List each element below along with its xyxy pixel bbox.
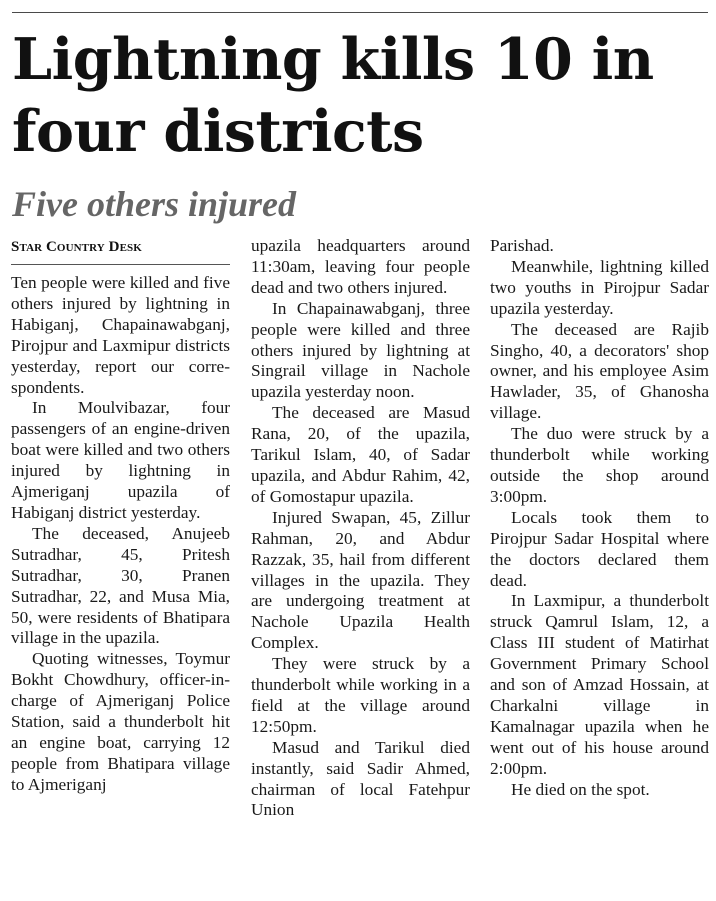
- paragraph: The deceased are Masud Rana, 20, of the upazila, Tarikul Islam, 40, of Sadar upazila, and Abdur Rahim, 42, of Gomostapur upazila.: [251, 403, 470, 506]
- paragraph: They were struck by a thunderbolt while working in a field at the village around 12:50pm.: [251, 654, 470, 736]
- paragraph: Injured Swapan, 45, Zillur Rahman, 20, and Abdur Razzak, 35, hail from different villages in the upazila. They are undergoing treatment at Nachole Upazila Health Complex.: [251, 507, 470, 653]
- paragraph: Masud and Tarikul died instantly, said Sadir Ahmed, chairman of local Fatehpur Union: [251, 737, 470, 820]
- byline: Star Country Desk: [11, 236, 230, 265]
- headline: Lightning kills 10 in four districts: [12, 26, 654, 165]
- paragraph: Parishad.: [490, 236, 554, 255]
- subheadline: Five others injured: [12, 184, 297, 224]
- paragraph: In Laxmipur, a thunderbolt struck Qamrul Islam, 12, a Class III student of Matirhat Government Primary School and son of Amzad Hossain, at Charkalni village in Kamalnagar upazila when he went out of his house around 2:00pm.: [490, 591, 709, 778]
- top-rule: [12, 12, 708, 13]
- paragraph: Ten people were killed and five others injured by lightning in Habiganj, Chapainawabganj, Pirojpur and Laxmipur districts yesterday, report our correspondents.: [11, 273, 230, 397]
- paragraph: In Moulvibazar, four passengers of an engine-driven boat were killed and two others injured by lightning in Ajmeriganj upazila of Habiganj district yesterday.: [11, 398, 230, 522]
- paragraph: Meanwhile, lightning killed two youths in Pirojpur Sadar upazila yesterday.: [490, 256, 709, 318]
- paragraph: Quoting witnesses, Toymur Bokht Chowdhury, officer-in-charge of Ajmeriganj Police Station, said a thunderbolt hit an engine boat, carrying 12 people from Bhatipara village to Ajmeriganj: [11, 649, 230, 794]
- article-column-3: [490, 236, 709, 901]
- paragraph: He died on the spot.: [511, 779, 650, 799]
- paragraph: The deceased are Rajib Singho, 40, a decorators' shop owner, and his employee Asim Hawlader, 35, of Ghanosha village.: [490, 319, 709, 423]
- paragraph: upazila headquarters around 11:30am, leaving four people dead and two others injured.: [251, 236, 470, 297]
- article-column-1: [11, 236, 230, 901]
- article-column-2: [251, 236, 470, 901]
- paragraph: In Chapainawabganj, three people were killed and three others injured by lightning at Singrail village in Nachole upazila yesterday noon.: [251, 298, 470, 402]
- paragraph: Locals took them to Pirojpur Sadar Hospital where the doctors declared them dead.: [490, 507, 709, 590]
- paragraph: The deceased, Anujeeb Sutradhar, 45, Pritesh Sutradhar, 30, Pranen Sutradhar, 22, and Musa Mia, 50, were residents of Bhatipara village in the upazila.: [11, 523, 230, 648]
- paragraph: The duo were struck by a thunderbolt while working outside the shop around 3:00pm.: [490, 424, 709, 506]
